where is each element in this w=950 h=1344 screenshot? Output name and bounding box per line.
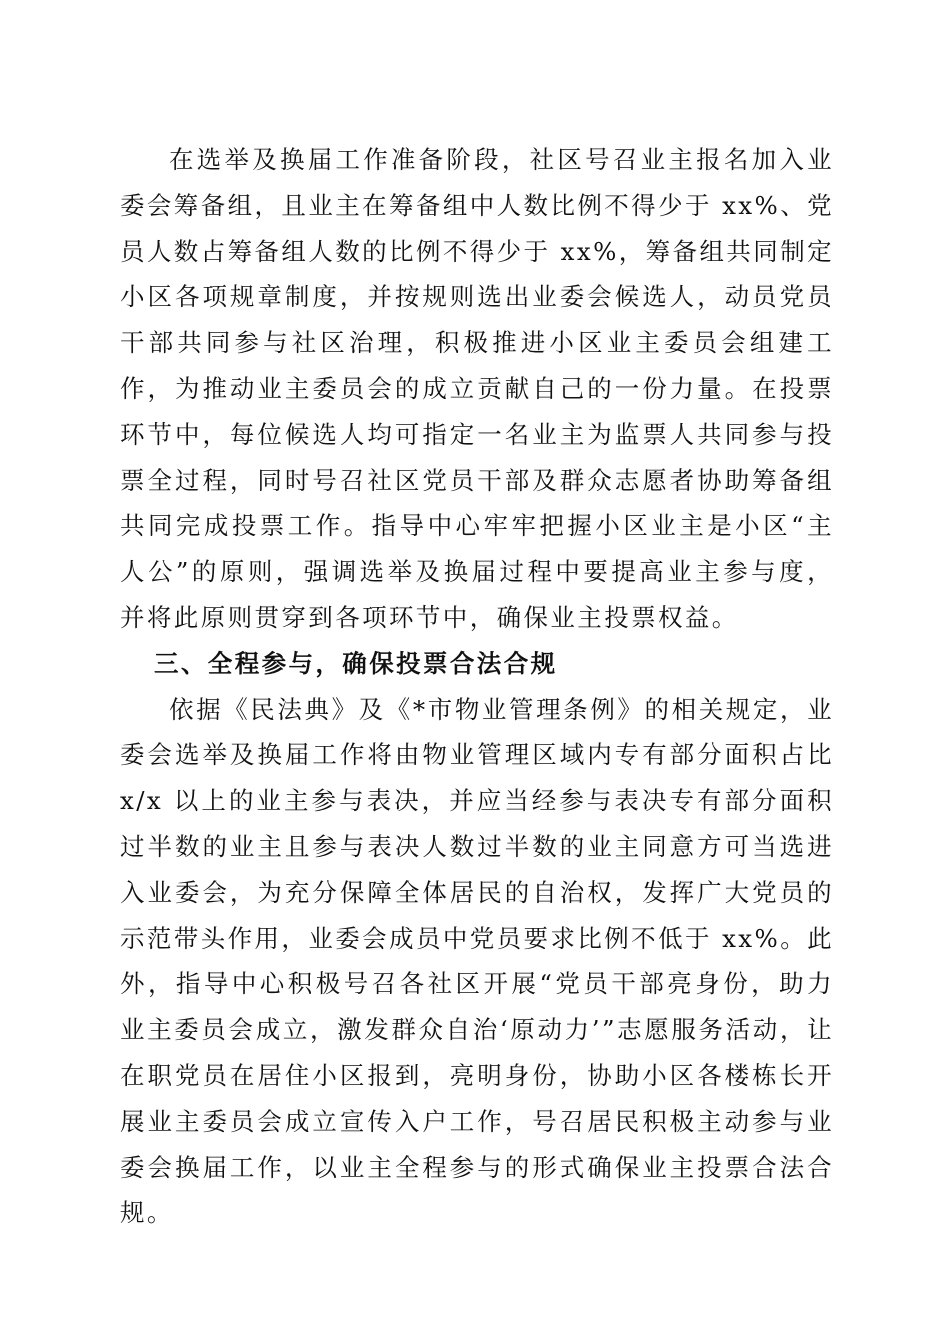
document-body [120,137,834,1236]
paragraph-election-preparation: 在选举及换届工作准备阶段，社区号召业主报名加入业委会筹备组，且业主在筹备组中人数比例不得少于 xx%、党员人数占筹备组人数的比例不得少于 xx%，筹备组共同制定小区各项规章制度，并按规则选出业委会候选人，动员党员干部共同参与社区治理，积极推进小区业主委员会组建工作，为推动业主委员会的成立贡献自己的一份力量。在投票环节中，每位候选人均可指定一名业主为监票人共同参与投票全过程，同时号召社区党员干部及群众志愿者协助筹备组共同完成投票工作。指导中心牢牢把握小区业主是小区“主人公”的原则，强调选举及换届过程中要提高业主参与度，并将此原则贯穿到各项环节中，确保业主投票权益。 [120,145,834,632]
paragraph-voting-compliance: 依据《民法典》及《*市物业管理条例》的相关规定，业委会选举及换届工作将由物业管理区域内专有部分面积占比 x/x 以上的业主参与表决，并应当经参与表决专有部分面积过半数的业主且参与表决人数过半数的业主同意方可当选进入业委会，为充分保障全体居民的自治权，发挥广大党员的示范带头作用，业委会成员中党员要求比例不低于 xx%。此外，指导中心积极号召各社区开展“党员干部亮身份，助力业主委员会成立，激发群众自治‘原动力’”志愿服务活动，让在职党员在居住小区报到，亮明身份，协助小区各楼栋长开展业主委员会成立宣传入户工作，号召居民积极主动参与业委会换届工作，以业主全程参与的形式确保业主投票合法合规。 [120,694,834,1228]
section-heading-3: 三、全程参与，确保投票合法合规 [154,648,558,678]
